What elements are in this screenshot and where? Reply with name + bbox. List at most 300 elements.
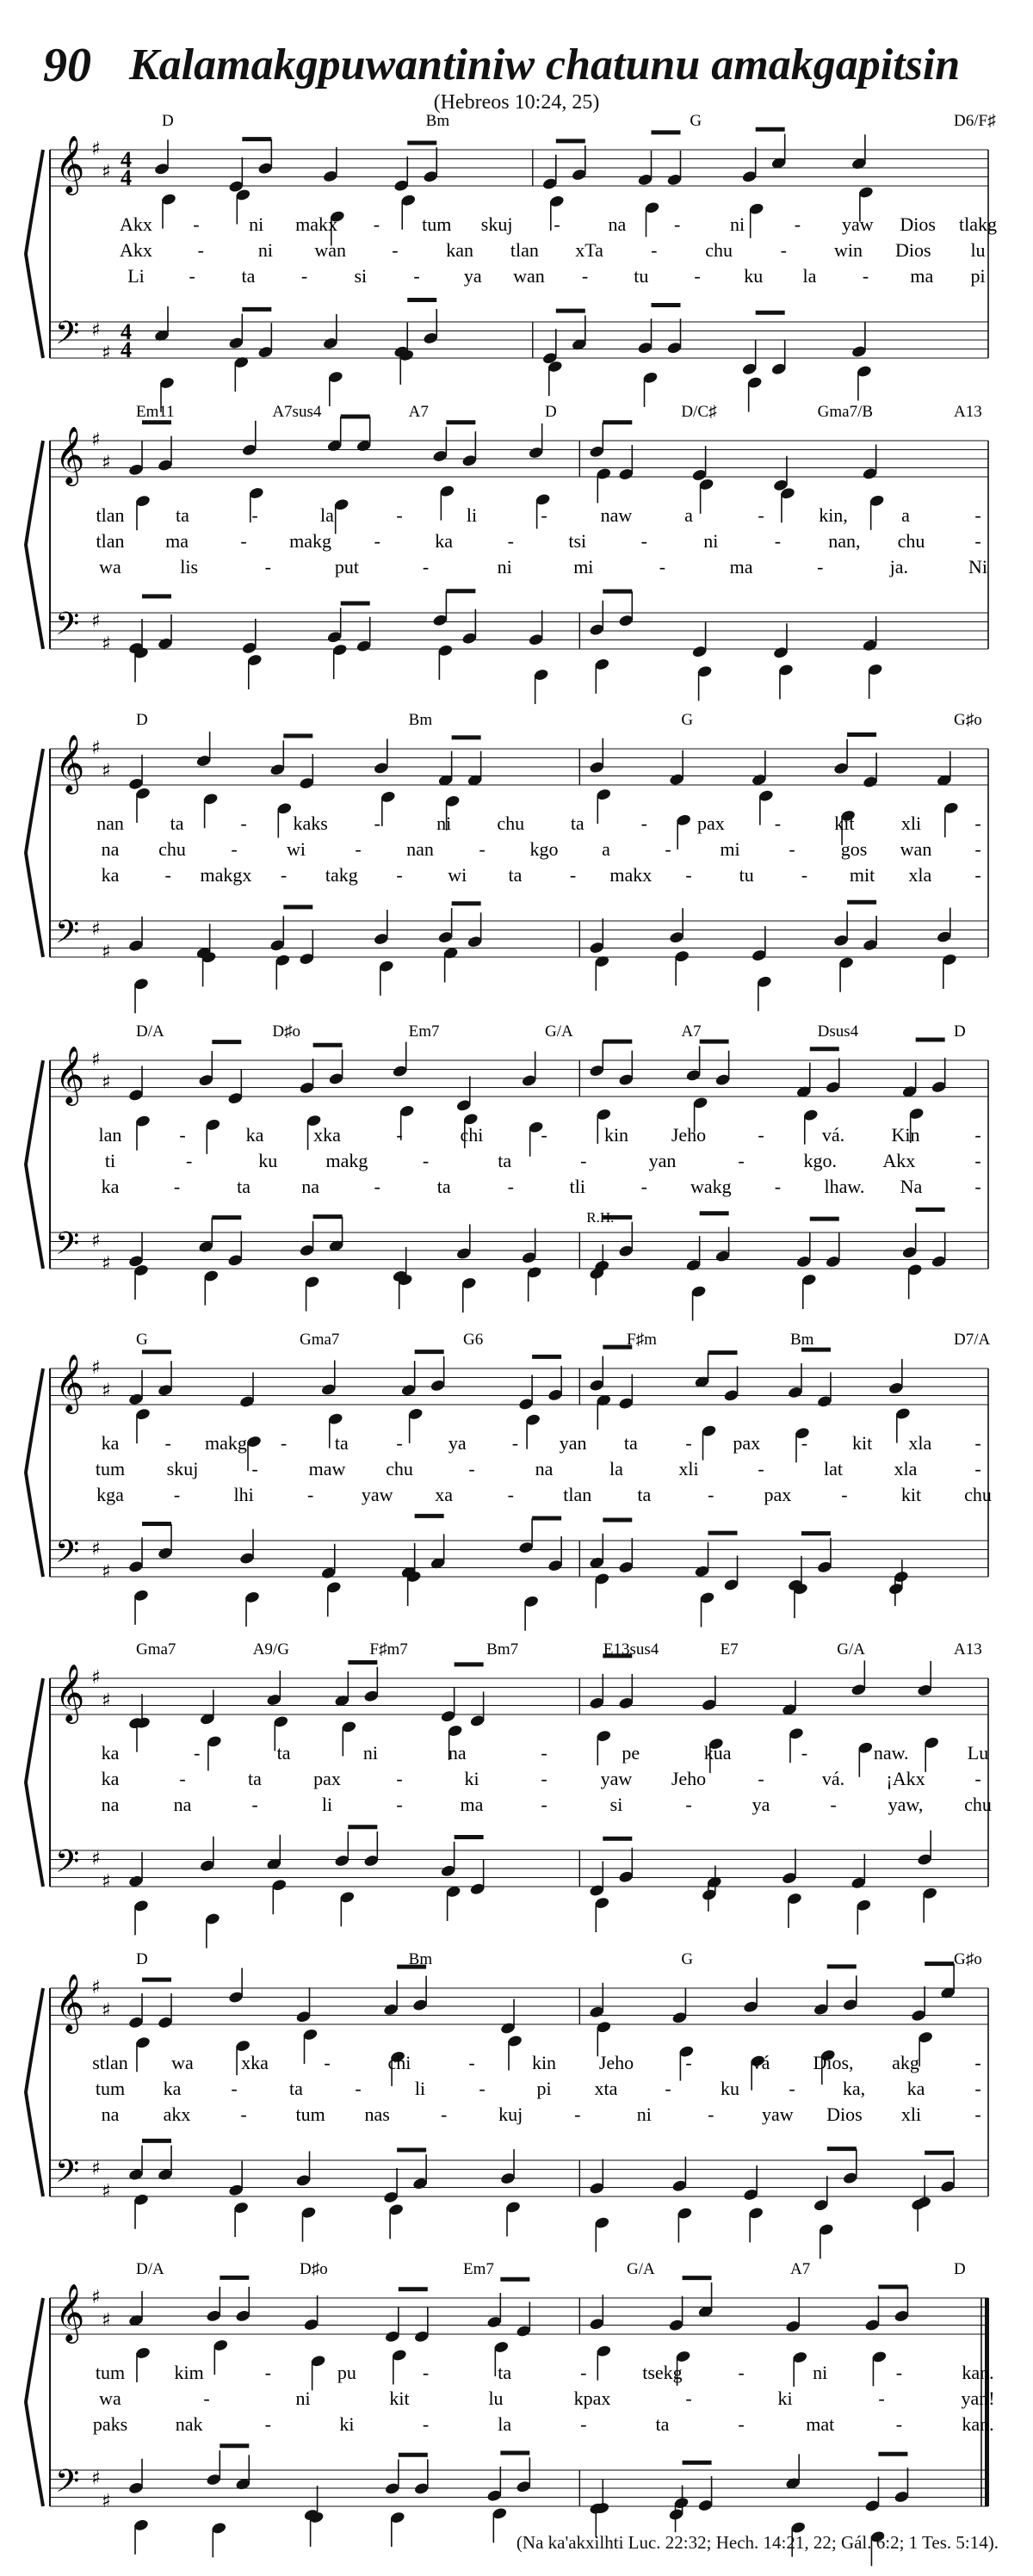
lyric-syllable: - — [173, 1484, 181, 1505]
lyric-syllable: pax — [696, 812, 725, 834]
lyric-syllable: ka, — [842, 2078, 866, 2099]
lyric-syllable: - — [738, 1150, 745, 1171]
lyric-syllable: yan! — [961, 2388, 995, 2409]
lyric-syllable: yan — [559, 1432, 587, 1454]
lyric-syllable: - — [895, 2413, 903, 2435]
hymn-number: 90 — [43, 39, 91, 92]
lyric-syllable: ka — [245, 1124, 264, 1146]
key-sharp: ♯ — [102, 941, 111, 963]
lyric-syllable: Ni — [968, 556, 987, 578]
lyric-syllable: tum — [95, 1458, 126, 1480]
lyric-syllable: pax — [313, 1768, 341, 1789]
lyric-syllable: - — [758, 1768, 764, 1789]
music-system-5 — [26, 1331, 992, 1631]
lyric-syllable: akx — [163, 2103, 191, 2125]
treble-clef: 𝄞 — [55, 733, 85, 792]
lyric-syllable: - — [396, 504, 403, 526]
lyric-syllable: tlan — [96, 504, 125, 526]
lyric-syllable: na — [448, 1742, 467, 1764]
lyric-syllable: ku — [721, 2078, 739, 2099]
lyric-syllable: si — [354, 265, 368, 287]
bass-clef: 𝄢 — [55, 2463, 80, 2507]
lyric-syllable: vá — [752, 2052, 770, 2073]
lyric-syllable: takg — [325, 864, 358, 886]
lyric-syllable: Akx — [882, 1150, 916, 1171]
system-brace — [26, 441, 43, 649]
music-system-1 — [26, 112, 997, 412]
lyric-syllable: - — [280, 1432, 288, 1454]
lyric-syllable: kga — [96, 1484, 124, 1505]
lyric-syllable: ma — [165, 530, 189, 552]
system-brace — [26, 2298, 43, 2506]
chord-symbol: A13 — [954, 403, 982, 421]
lyric-syllable: yaw — [600, 1768, 633, 1789]
lyric-syllable: wan — [314, 239, 347, 261]
lyric-syllable: chu — [705, 239, 733, 261]
lyric-syllable: tum — [422, 213, 452, 235]
chord-symbol: E7 — [720, 1640, 739, 1659]
lyric-syllable: - — [708, 2103, 714, 2125]
lyric-syllable: win — [834, 239, 863, 261]
lyric-syllable: - — [240, 812, 247, 834]
key-sharp: ♯ — [102, 760, 111, 782]
system-brace — [26, 150, 43, 358]
lyric-syllable: ma — [729, 556, 753, 578]
lyric-syllable: - — [396, 864, 403, 886]
lyric-syllable: na — [173, 1794, 192, 1815]
lyric-syllable: ta — [436, 1176, 451, 1197]
lyric-syllable: - — [374, 1176, 380, 1197]
lyric-syllable: - — [574, 2103, 581, 2125]
lyric-syllable: - — [659, 556, 666, 578]
lyric-syllable: - — [774, 812, 782, 834]
lyric-syllable: Na — [900, 1176, 923, 1197]
lyric-syllable: ta — [334, 1432, 349, 1454]
lyric-syllable: chu — [897, 530, 925, 552]
lyric-syllable: kin — [603, 1124, 629, 1146]
lyric-syllable: ta — [248, 1768, 262, 1789]
lyric-syllable: kan — [446, 239, 474, 261]
lyric-syllable: - — [674, 213, 681, 235]
lyric-syllable: Li — [127, 265, 145, 287]
lyric-syllable: - — [974, 2103, 981, 2125]
lyric-syllable: kim — [174, 2362, 204, 2383]
lyric-syllable: tum — [95, 2362, 126, 2383]
lyric-syllable: - — [355, 2078, 362, 2099]
chord-symbol: F♯m7 — [369, 1640, 408, 1659]
treble-clef: 𝄞 — [55, 2283, 85, 2341]
lyric-syllable: - — [264, 2362, 271, 2383]
lyric-syllable: put — [334, 556, 359, 578]
lyric-syllable: yaw — [762, 2103, 794, 2125]
lyric-syllable: ni — [295, 2388, 311, 2409]
lyric-syllable: - — [974, 1150, 981, 1171]
lyric-syllable: - — [780, 239, 787, 261]
lyric-syllable: skuj — [166, 1458, 199, 1480]
lyric-syllable: yan — [648, 1150, 677, 1171]
key-sharp: ♯ — [91, 1049, 101, 1071]
system-brace — [26, 749, 43, 957]
lyric-syllable: li — [466, 504, 478, 526]
lyric-syllable: - — [179, 1124, 186, 1146]
lyric-syllable: - — [479, 2078, 486, 2099]
chord-symbol: G6 — [463, 1331, 484, 1349]
key-sharp: ♯ — [91, 610, 101, 633]
lyric-syllable: xTa — [575, 239, 603, 261]
footnote: (Na ka'akxilhti Luc. 22:32; Hech. 14:21, 22; Gál. 6:2; 1 Tes. 5:14). — [516, 2532, 999, 2553]
lyric-syllable: - — [665, 838, 671, 860]
lyric-syllable: - — [203, 2388, 210, 2409]
chord-symbol: D — [545, 403, 557, 421]
lyric-syllable: Dios — [826, 2103, 863, 2125]
chord-symbol: A13 — [954, 1640, 982, 1659]
key-sharp: ♯ — [91, 429, 101, 451]
lyric-syllable: ta — [498, 2362, 512, 2383]
music-system-7 — [26, 1950, 988, 2258]
key-sharp: ♯ — [91, 2287, 101, 2308]
lyric-syllable: naw — [600, 504, 633, 526]
chord-symbol: A7 — [408, 403, 429, 421]
lyric-syllable: - — [651, 239, 658, 261]
lyric-syllable: ni — [436, 812, 452, 834]
lyric-syllable: makg — [204, 1432, 247, 1454]
lyric-syllable: chu — [158, 838, 186, 860]
lyric-syllable: - — [240, 530, 247, 552]
lyric-syllable: - — [280, 864, 288, 886]
lyric-syllable: - — [396, 1794, 403, 1815]
treble-clef: 𝄞 — [55, 1045, 85, 1103]
lyric-syllable: - — [554, 213, 560, 235]
lyric-syllable: - — [422, 1150, 430, 1171]
lyric-syllable: stlan — [92, 2052, 128, 2073]
lyric-syllable: ti — [104, 1150, 116, 1171]
chord-symbol: D — [136, 711, 148, 729]
lyric-syllable: pi — [536, 2078, 552, 2099]
lyric-syllable: ka — [101, 1742, 120, 1764]
lyric-syllable: gos — [840, 838, 868, 860]
lyric-syllable: Akx — [120, 239, 152, 261]
lyric-syllable: ni — [703, 530, 719, 552]
lyric-syllable: tlakg — [959, 213, 997, 235]
key-sharp: ♯ — [102, 2180, 111, 2202]
lyric-syllable: - — [422, 2362, 430, 2383]
lyric-syllable: kit — [851, 1432, 873, 1454]
chord-symbol: D7/A — [954, 1331, 991, 1349]
lyric-syllable: - — [774, 1176, 782, 1197]
music-system-6 — [26, 1640, 992, 1949]
lyric-syllable: - — [789, 838, 795, 860]
chord-symbol: Dsus4 — [817, 1022, 859, 1041]
chord-symbol: Bm — [425, 112, 450, 130]
lyric-syllable: ta — [276, 1742, 291, 1764]
lyric-syllable: Kin — [891, 1124, 920, 1146]
lyric-syllable: ka — [101, 1768, 120, 1789]
lyric-syllable: ta — [623, 1432, 638, 1454]
lyric-syllable: naw. — [873, 1742, 909, 1764]
key-sharp: ♯ — [91, 1538, 101, 1560]
lyric-syllable: ku — [258, 1150, 278, 1171]
lyric-syllable: xla — [894, 1458, 918, 1480]
lyric-syllable: chu — [964, 1794, 992, 1815]
lyric-syllable: - — [685, 2388, 692, 2409]
lyric-syllable: - — [738, 2413, 745, 2435]
lyric-syllable: - — [580, 2413, 587, 2435]
lyric-syllable: xla — [908, 1432, 932, 1454]
chord-symbol: D — [162, 112, 174, 130]
lyric-syllable: pax — [764, 1484, 792, 1505]
lyric-syllable: ki — [777, 2388, 793, 2409]
lyric-syllable: tli — [569, 1176, 585, 1197]
lyric-syllable: la — [320, 504, 334, 526]
lyric-syllable: - — [396, 1768, 403, 1789]
lyric-syllable: - — [974, 812, 981, 834]
lyric-syllable: - — [794, 213, 801, 235]
lyric-syllable: nan, — [828, 530, 861, 552]
key-sharp: ♯ — [91, 319, 101, 342]
lyric-syllable: tum — [295, 2103, 325, 2125]
lyric-syllable: - — [974, 1768, 981, 1789]
lyric-syllable: - — [830, 1794, 837, 1815]
lyric-syllable: mat — [806, 2413, 835, 2435]
key-sharp: ♯ — [102, 1380, 111, 1402]
lyric-syllable: kit — [900, 1484, 922, 1505]
lyric-syllable: skuj — [480, 213, 513, 235]
bass-clef: 𝄢 — [55, 1844, 80, 1887]
lyric-syllable: ni — [362, 1742, 378, 1764]
lyric-syllable: - — [511, 1432, 519, 1454]
lyric-syllable: kit — [834, 812, 855, 834]
system-brace — [26, 1060, 43, 1269]
lyric-syllable: - — [640, 1176, 647, 1197]
treble-clef: 𝄞 — [55, 425, 85, 484]
lyric-syllable: - — [685, 864, 692, 886]
lyric-syllable: lu — [488, 2388, 504, 2409]
key-sharp: ♯ — [102, 452, 111, 474]
lyric-syllable: - — [640, 530, 647, 552]
lyric-syllable: xli — [900, 812, 922, 834]
lyric-syllable: ni — [497, 556, 512, 578]
bass-clef: 𝄢 — [55, 914, 80, 958]
lyric-syllable: ku — [744, 265, 764, 287]
lyric-syllable: - — [580, 2362, 587, 2383]
lyric-syllable: - — [507, 1484, 514, 1505]
lyric-syllable: - — [789, 2078, 795, 2099]
treble-clef: 𝄞 — [55, 1353, 85, 1412]
lyric-syllable: lhaw. — [824, 1176, 865, 1197]
lyric-syllable: - — [197, 239, 204, 261]
chord-symbol: F♯m — [627, 1331, 657, 1349]
system-brace — [26, 1678, 43, 1887]
lyric-syllable: - — [441, 2103, 448, 2125]
chord-symbol: Gma7 — [300, 1331, 340, 1349]
lyric-syllable: - — [173, 1176, 181, 1197]
lyric-syllable: ka — [101, 1176, 120, 1197]
lyric-syllable: makx — [609, 864, 653, 886]
lyric-syllable: ¡Akx — [886, 1768, 925, 1789]
lyric-syllable: - — [507, 530, 514, 552]
lyric-syllable: ta — [289, 2078, 303, 2099]
lyric-syllable: - — [541, 1768, 547, 1789]
lyric-syllable: - — [324, 2052, 331, 2073]
lyric-syllable: ta — [176, 504, 189, 526]
bass-clef: 𝄢 — [55, 315, 80, 359]
lyric-syllable: tlan — [510, 239, 539, 261]
lyric-syllable: chu — [386, 1458, 413, 1480]
key-sharp: ♯ — [102, 1072, 111, 1094]
chord-symbol: Bm — [408, 711, 433, 729]
lyric-syllable: Lu — [967, 1742, 989, 1764]
lyric-syllable: ta — [241, 265, 256, 287]
key-sharp: ♯ — [91, 139, 101, 160]
key-sharp: ♯ — [102, 2309, 111, 2332]
lyric-syllable: - — [974, 1124, 981, 1146]
lyric-syllable: tlan — [563, 1484, 592, 1505]
lyric-syllable: ni — [257, 239, 274, 261]
lyric-syllable: nas — [364, 2103, 390, 2125]
lyric-syllable: - — [974, 1176, 981, 1197]
lyric-syllable: - — [974, 1432, 981, 1454]
lyric-syllable: akg — [892, 2052, 919, 2073]
lyric-syllable: tum — [95, 2078, 126, 2099]
lyric-syllable: ki — [339, 2413, 355, 2435]
lyric-syllable: kan. — [962, 2362, 994, 2383]
lyric-syllable: xli — [900, 2103, 922, 2125]
key-sharp: ♯ — [102, 1560, 111, 1583]
lyric-syllable: kua — [703, 1742, 732, 1764]
key-sharp: ♯ — [91, 1848, 101, 1870]
bass-clef: 𝄢 — [55, 606, 80, 650]
chord-symbol: A9/G — [252, 1640, 289, 1659]
chord-symbol: D — [954, 2260, 966, 2278]
lyric-syllable: wan — [513, 265, 545, 287]
lyric-syllable: ta — [637, 1484, 652, 1505]
lyric-syllable: ni — [813, 2362, 828, 2383]
key-sharp: ♯ — [91, 2468, 101, 2490]
lyric-syllable: Akx — [120, 213, 152, 235]
lyric-syllable: maw — [308, 1458, 346, 1480]
lyric-syllable: yaw — [841, 213, 874, 235]
lyric-syllable: li — [414, 2078, 426, 2099]
lyric-syllable: yaw, — [888, 1794, 924, 1815]
lyric-syllable: yaw — [361, 1484, 393, 1505]
lyric-syllable: - — [708, 1484, 714, 1505]
lyric-syllable: mi — [573, 556, 594, 578]
lyric-syllable: lat — [824, 1458, 843, 1480]
bass-clef: 𝄢 — [55, 1226, 80, 1269]
lyric-syllable: ki — [464, 1768, 479, 1789]
chord-symbol: G — [681, 711, 694, 729]
lyric-syllable: wakg — [690, 1176, 732, 1197]
chord-symbol: G♯o — [954, 1950, 982, 1968]
system-brace — [26, 1368, 43, 1577]
lyric-syllable: - — [264, 2413, 271, 2435]
lyric-syllable: la — [498, 2413, 512, 2435]
lyric-syllable: - — [862, 265, 869, 287]
time-signature-bottom: 4 — [121, 165, 132, 190]
lyric-syllable: xka — [313, 1124, 341, 1146]
key-sharp: ♯ — [91, 1977, 101, 1998]
lyric-syllable: ma — [910, 265, 934, 287]
lyric-syllable: - — [974, 864, 981, 886]
chord-symbol: Bm — [408, 1950, 433, 1968]
chord-symbol: D/C♯ — [681, 403, 717, 421]
lyric-syllable: ni — [249, 213, 264, 235]
lyric-syllable: ya — [752, 1794, 770, 1815]
lyric-syllable: - — [251, 1794, 258, 1815]
key-sharp: ♯ — [102, 342, 111, 364]
lyric-syllable: pi — [970, 265, 986, 287]
chord-symbol: A7sus4 — [272, 403, 322, 421]
lyric-syllable: - — [422, 2413, 430, 2435]
lyric-syllable: lhi — [233, 1484, 254, 1505]
key-sharp: ♯ — [102, 161, 111, 183]
chord-symbol: D♯o — [272, 1022, 301, 1041]
lyric-syllable: chi — [460, 1124, 484, 1146]
lyric-syllable: Jeho — [598, 2052, 634, 2073]
lyric-syllable: - — [374, 530, 380, 552]
lyric-syllable: - — [413, 265, 420, 287]
lyric-syllable: wa — [99, 2388, 121, 2409]
lyric-syllable: Jeho — [671, 1124, 707, 1146]
chord-symbol: E13sus4 — [603, 1640, 659, 1659]
lyric-syllable: wi — [448, 864, 467, 886]
lyric-syllable: Dios — [900, 213, 936, 235]
lyric-syllable: - — [541, 504, 547, 526]
chord-symbol: Bm — [790, 1331, 814, 1349]
lyric-syllable: makg — [325, 1150, 368, 1171]
key-sharp: ♯ — [102, 1690, 111, 1712]
lyric-syllable: la — [609, 1458, 623, 1480]
lyric-syllable: ka — [435, 530, 454, 552]
chord-symbol: G/A — [627, 2260, 655, 2278]
lyric-syllable: tu — [634, 265, 649, 287]
chord-symbol: D♯o — [300, 2260, 328, 2278]
lyric-syllable: - — [164, 864, 171, 886]
lyric-syllable: ta — [570, 812, 585, 834]
lyric-syllable: - — [507, 1176, 514, 1197]
lyric-syllable: - — [817, 556, 824, 578]
lyric-syllable: - — [801, 1432, 808, 1454]
music-system-4 — [26, 1022, 988, 1321]
lyric-syllable: na — [101, 2103, 120, 2125]
treble-clef: 𝄞 — [55, 134, 85, 193]
lyric-syllable: - — [396, 1124, 403, 1146]
lyric-syllable: - — [189, 265, 195, 287]
lyric-syllable: - — [251, 1458, 258, 1480]
chord-symbol: Em7 — [408, 1022, 440, 1041]
lyric-syllable: - — [479, 838, 486, 860]
key-sharp: ♯ — [102, 633, 111, 655]
lyric-syllable: - — [974, 504, 981, 526]
key-sharp: ♯ — [91, 1667, 101, 1689]
right-hand-annotation: R.H. — [586, 1209, 615, 1226]
lyric-syllable: kaks — [293, 812, 328, 834]
lyric-syllable: - — [240, 2103, 247, 2125]
lyric-syllable: - — [264, 556, 271, 578]
lyric-syllable: - — [468, 1458, 475, 1480]
lyric-syllable: ka — [101, 864, 120, 886]
lyric-syllable: ta — [508, 864, 523, 886]
key-sharp: ♯ — [102, 1252, 111, 1275]
chord-symbol: Em7 — [463, 2260, 494, 2278]
lyric-syllable: - — [685, 1432, 692, 1454]
lyric-syllable: - — [974, 530, 981, 552]
lyric-syllable: lis — [180, 556, 199, 578]
lyric-syllable: mit — [849, 864, 875, 886]
lyric-syllable: - — [468, 2052, 475, 2073]
lyric-syllable: xta — [594, 2078, 618, 2099]
lyric-syllable: tu — [739, 864, 754, 886]
